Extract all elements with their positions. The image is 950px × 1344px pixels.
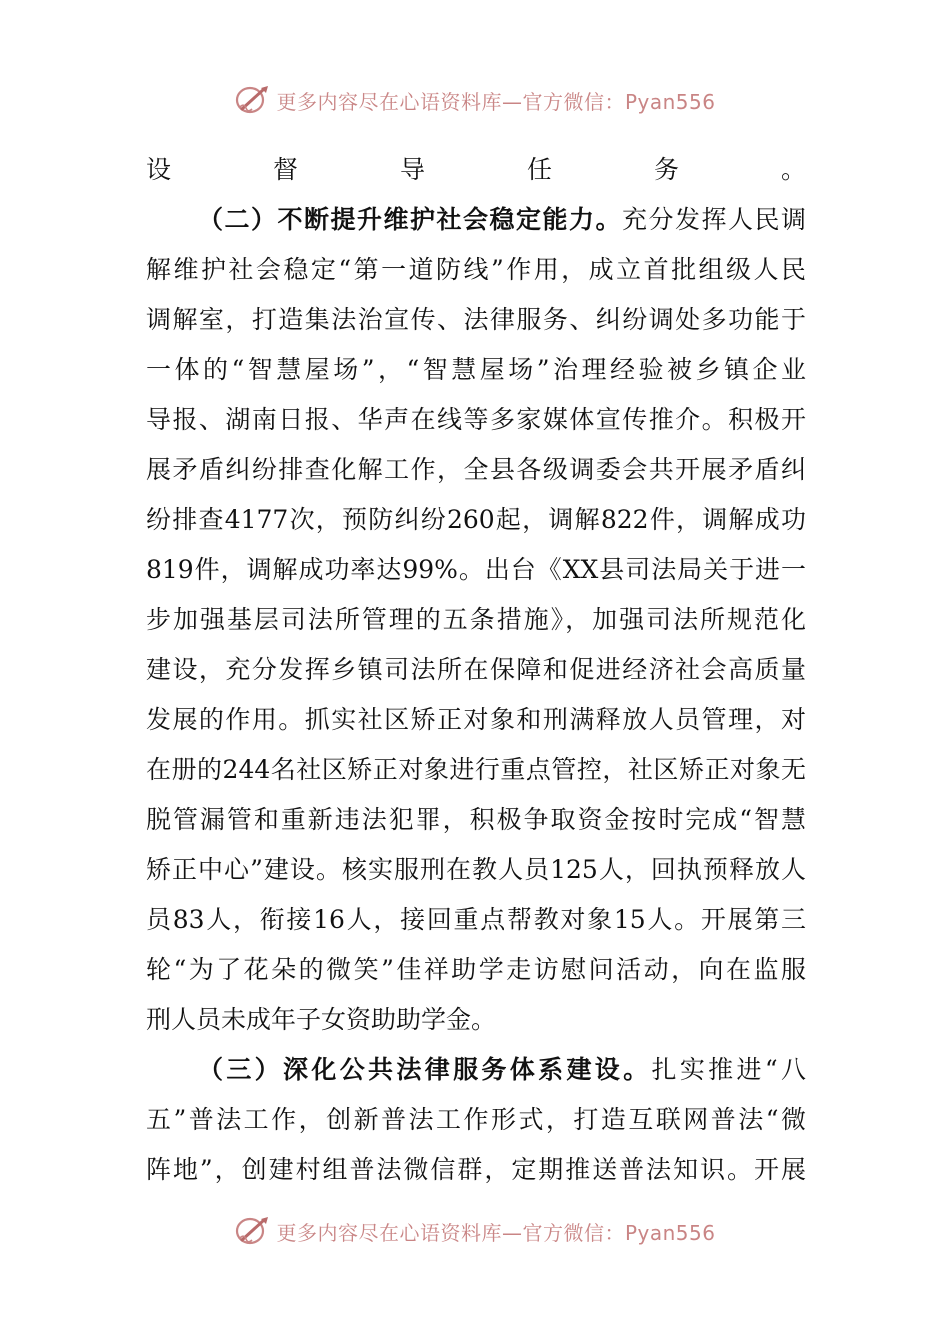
section-heading-line: （二）不断提升维护社会稳定能力。充分发挥人民调 [198, 205, 806, 234]
body-line: 脱管漏管和重新违法犯罪，积极争取资金按时完成“智慧 [146, 805, 806, 834]
body-line: 发展的作用。抓实社区矫正对象和刑满释放人员管理，对 [146, 705, 806, 734]
body-line: 导报、湖南日报、华声在线等多家媒体宣传推介。积极开 [146, 405, 806, 434]
body-line: 轮“为了花朵的微笑”佳祥助学走访慰问活动，向在监服 [146, 955, 806, 984]
watermark-text: 更多内容尽在心语资料库—官方微信：Pyan556 [276, 89, 716, 114]
body-line: 在册的244名社区矫正对象进行重点管控，社区矫正对象无 [146, 755, 806, 784]
body-line: 纷排查4177次，预防纠纷260起，调解822件，调解成功 [146, 505, 806, 534]
document-body [146, 145, 806, 1195]
section-heading-line: （三）深化公共法律服务体系建设。扎实推进“八 [198, 1055, 806, 1084]
body-line: 建设，充分发挥乡镇司法所在保障和促进经济社会高质量 [146, 655, 806, 684]
body-line: 五”普法工作，创新普法工作形式，打造互联网普法“微 [146, 1105, 806, 1134]
watermark-banner-top [0, 80, 950, 120]
body-line: 一体的“智慧屋场”，“智慧屋场”治理经验被乡镇企业 [146, 355, 806, 384]
body-line: 步加强基层司法所管理的五条措施》，加强司法所规范化 [146, 605, 806, 634]
body-line: 解维护社会稳定“第一道防线”作用，成立首批组级人民 [146, 255, 806, 284]
body-line: 819件，调解成功率达99%。出台《XX县司法局关于进一 [146, 555, 806, 584]
body-line: 刑人员未成年子女资助助学金。 [146, 1005, 497, 1034]
watermark-text: 更多内容尽在心语资料库—官方微信：Pyan556 [276, 1220, 716, 1245]
body-line: 员83人，衔接16人，接回重点帮教对象15人。开展第三 [146, 905, 806, 934]
section-heading: （二）不断提升维护社会稳定能力。 [198, 205, 622, 234]
section-heading: （三）深化公共法律服务体系建设。 [198, 1055, 652, 1084]
pen-logo-icon [234, 83, 272, 117]
body-line: 展矛盾纠纷排查化解工作，全县各级调委会共开展矛盾纠 [146, 455, 806, 484]
body-line: 调解室，打造集法治宣传、法律服务、纠纷调处多功能于 [146, 305, 806, 334]
body-line: 矫正中心”建设。核实服刑在教人员125人，回执预释放人 [146, 855, 806, 884]
watermark-banner-bottom [0, 1211, 950, 1251]
body-line: 设督导任务。 [146, 155, 806, 184]
pen-logo-icon [234, 1214, 272, 1248]
body-line: 阵地”，创建村组普法微信群，定期推送普法知识。开展 [146, 1155, 806, 1184]
